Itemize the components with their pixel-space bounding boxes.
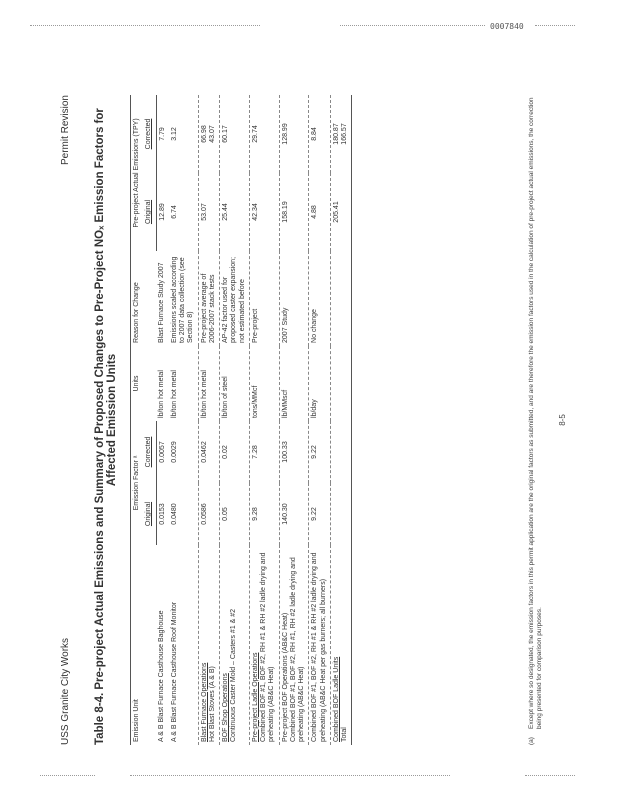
tpy-corrected-cell: 3.12 (170, 127, 178, 141)
tpy-corrected-subtotal: 166.57 (341, 123, 348, 145)
emission-unit-column-header: Emission Unit (131, 545, 157, 745)
table-title-line-2: Affected Emission Units (106, 353, 118, 487)
tpy-corrected-cell (330, 95, 352, 173)
bottom-right-dotted-rule (525, 775, 575, 776)
ef-corrected-cell: 7.28 (249, 421, 279, 483)
emission-unit-cell: A & B Blast Furnace Casthouse Baghouse (158, 610, 165, 742)
table-row (309, 95, 331, 745)
section-label: Pre-project BOF Operations (AB&C Heat) (281, 612, 289, 742)
emissions-table (130, 95, 352, 745)
units-cell: lb/day (309, 346, 331, 421)
tpy-corrected-cell: 7.79 (158, 127, 166, 141)
tpy-corrected-subheader: Corrected (143, 95, 156, 173)
ef-original-cell: 0.0586 (198, 483, 220, 545)
emission-unit-name: Hot Blast Stoves (A & B) (208, 666, 216, 742)
units-cell: lb/ton hot metal (158, 370, 165, 418)
units-cell (330, 346, 352, 421)
tpy-original-cell: 6.74 (170, 205, 178, 219)
tpy-original-cell: 42.34 (249, 173, 279, 251)
section-label: Combined BOF Ladle Units (332, 656, 340, 742)
table-title (94, 95, 118, 745)
tpy-corrected-subtotal: 43.07 (208, 125, 216, 143)
ef-corrected-cell: 0.02 (220, 421, 250, 483)
tpy-corrected-value: 66.98 (200, 125, 208, 143)
reason-cell: 2007 Study (279, 251, 309, 346)
ef-corrected-cell: 0.0462 (198, 421, 220, 483)
total-label: Total (341, 727, 348, 742)
emission-unit-cell (279, 545, 309, 745)
tpy-original-cell: 158.19 (279, 173, 309, 251)
ef-original-cell: 140.30 (279, 483, 309, 545)
table-header-row (131, 95, 144, 745)
section-label: Blast Furnace Operations (200, 662, 208, 742)
tpy-corrected-cell: 60.17 (220, 95, 250, 173)
top-right-end-dotted-rule (535, 25, 575, 26)
ef-corrected-cell: 9.22 (309, 421, 331, 483)
emission-unit-name: Continuous Caster Mold – Casters #1 & #2 (230, 608, 238, 742)
reason-cell: Blast Furnace Study 2007 (158, 262, 165, 343)
tpy-corrected-cell: 29.74 (249, 95, 279, 173)
tpy-original-cell: 205.41 (330, 173, 352, 251)
rotated-page-content (60, 95, 580, 745)
reason-cell: Emissions scaled according to 2007 data collection (see Section 8) (170, 256, 195, 343)
reason-cell: Pre-project (249, 251, 279, 346)
document-status-header: Permit Revision (60, 95, 71, 166)
units-cell: lb/ton hot metal (198, 346, 220, 421)
reason-column-header: Reason for Change (131, 251, 157, 346)
emission-unit-cell (220, 545, 250, 745)
units-cell: lb/ton of steel (220, 346, 250, 421)
ef-corrected-cell: 100.33 (279, 421, 309, 483)
tpy-corrected-cell (198, 95, 220, 173)
table-row (156, 95, 169, 745)
table-row (279, 95, 309, 745)
emission-unit-cell (330, 545, 352, 745)
ef-original-cell: 0.0153 (158, 503, 166, 525)
ef-original-subheader: Original (143, 483, 156, 545)
reason-cell: Pre-project average of 2006-2007 stack tests (198, 251, 220, 346)
ef-original-cell: 9.28 (249, 483, 279, 545)
units-column-header: Units (131, 346, 157, 421)
emission-factor-column-header: Emission Factor ᵃ (131, 421, 144, 545)
ef-corrected-cell (330, 421, 352, 483)
units-cell: lb/ton hot metal (170, 370, 178, 418)
bates-number: 0007840 (490, 22, 524, 31)
reason-cell (330, 251, 352, 346)
table-total-row (330, 95, 352, 745)
emission-unit-cell: A & B Blast Furnace Casthouse Roof Monitor (170, 601, 178, 742)
footnote-marker: (a) (528, 737, 535, 745)
table-title-line-1: Table 8-4. Pre-project Actual Emissions and Summary of Proposed Changes to Pre-Project NOₓ Emission Factors for (94, 108, 106, 745)
emission-unit-name: Combined BOF #1, BOF #2, RH #1 & RH #2 ladle drying and preheating (AB&C Heat) (260, 552, 276, 742)
tpy-original-cell: 53.07 (198, 173, 220, 251)
tpy-original-subheader: Original (143, 173, 156, 251)
pre-project-actual-column-header: Pre-project Actual Emissions (TPY) (131, 95, 144, 251)
ef-corrected-subheader: Corrected (143, 421, 156, 483)
bottom-dotted-rule (130, 775, 450, 776)
footnote-text: Except where so designated, the emission factors in this permit application are the original factors as submitted, and are therefore the emission factors used in the calculation of pre-project actual emissions, the correction being presented for comparison purposes. (528, 97, 544, 729)
table-footnote (528, 95, 545, 745)
section-label: Pre-project Ladle Operations (251, 652, 259, 742)
tpy-corrected-cell: 128.99 (279, 95, 309, 173)
page-number: 8-5 (558, 414, 567, 426)
ef-original-cell: 0.05 (220, 483, 250, 545)
ef-original-cell: 0.0480 (170, 503, 178, 525)
tpy-original-cell: 12.89 (158, 203, 166, 221)
ef-corrected-cell: 0.0057 (158, 441, 166, 463)
table-row (198, 95, 220, 745)
table-row (169, 95, 198, 745)
units-cell: lb/MMscf (279, 346, 309, 421)
emission-unit-cell (198, 545, 220, 745)
tpy-original-cell: 25.44 (220, 173, 250, 251)
ef-corrected-cell: 0.0029 (170, 441, 178, 463)
tpy-original-cell: 4.88 (309, 173, 331, 251)
top-right-dotted-rule (340, 25, 485, 26)
emission-unit-cell: Combined BOF #1, BOF #2, RH #1 & RH #2 ladle drying and preheating (AB&C Heat per gas burners; all burners) (309, 545, 331, 745)
emission-unit-name: Combined BOF #1, BOF #2, RH #1, RH #2 ladle drying and preheating (AB&C Heat) (289, 557, 305, 742)
reason-cell: No change (309, 251, 331, 346)
tpy-corrected-cell: 8.84 (309, 95, 331, 173)
ef-original-cell: 9.22 (309, 483, 331, 545)
ef-original-cell (330, 483, 352, 545)
tpy-corrected-value: 180.87 (332, 123, 340, 145)
section-label: BOF Shop Operations (222, 673, 229, 742)
bottom-left-dotted-rule (40, 775, 95, 776)
table-row (220, 95, 250, 745)
reason-cell: AP-42 factor used for proposed caster expansion; not estimated before (220, 251, 250, 346)
top-left-dotted-rule (30, 25, 260, 26)
units-cell: tons/MMcf (249, 346, 279, 421)
table-row (249, 95, 279, 745)
emission-unit-cell (249, 545, 279, 745)
company-header: USS Granite City Works (60, 637, 71, 745)
